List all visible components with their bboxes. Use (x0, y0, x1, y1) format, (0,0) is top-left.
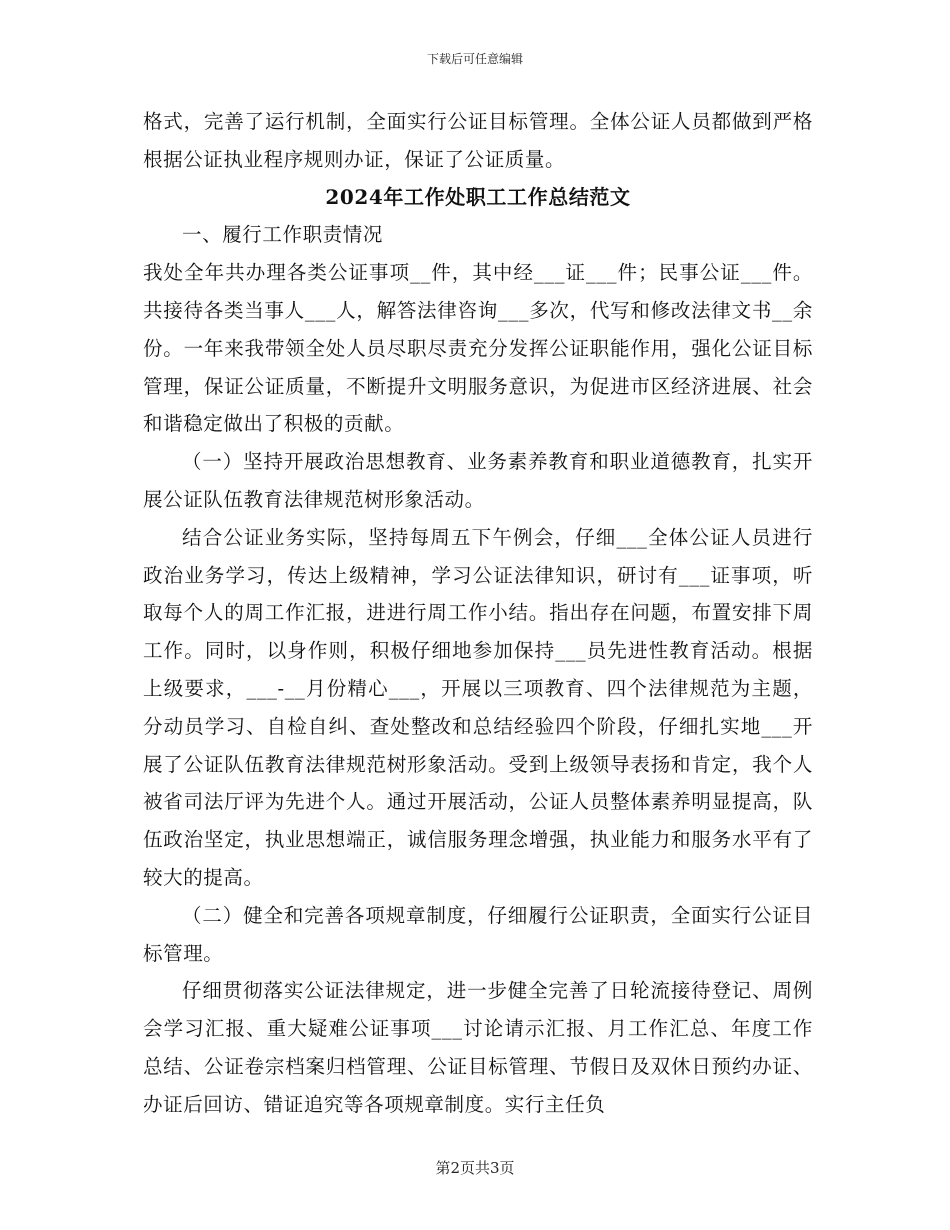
subsection-heading-1: （一）坚持开展政治思想教育、业务素养教育和职业道德教育，扎实开展公证队伍教育法律规范树形象活动。 (143, 450, 813, 511)
paragraph-education: 结合公证业务实际，坚持每周五下午例会，仔细___全体公证人员进行政治业务学习，传达上级精神，学习公证法律知识，研讨有___证事项，听取每个人的周工作汇报，进进行周工作小结。指出存在问题，布置安排下周工作。同时，以身作则，积极仔细地参加保持___员先进性教育活动。根据上级要求，___-__月份精心___，开展以三项教育、四个法律规范为主题，分动员学习、自检自纠、查处整改和总结经验四个阶段，仔细扎实地___开展了公证队伍教育法律规范树形象活动。受到上级领导表扬和肯定，我个人被省司法厅评为先进个人。通过开展活动，公证人员整体素养明显提高，队伍政治坚定，执业思想端正，诚信服务理念增强，执业能力和服务水平有了较大的提高。 (143, 525, 813, 889)
paragraph-regulations: 仔细贯彻落实公证法律规定，进一步健全完善了日轮流接待登记、周例会学习汇报、重大疑难公证事项___讨论请示汇报、月工作汇总、年度工作总结、公证卷宗档案归档管理、公证目标管理、节假日及双休日预约办证、办证后回访、错证追究等各项规章制度。实行主任负 (143, 979, 813, 1116)
page-number: 第2页共3页 (435, 1159, 515, 1177)
page-header-note: 下载后可任意编辑 (426, 52, 523, 66)
document-title: 2024年工作处职工工作总结范文 (325, 184, 631, 209)
section-heading-1: 一、履行工作职责情况 (182, 223, 384, 247)
document-body (143, 103, 813, 1124)
paragraph-statistics: 我处全年共办理各类公证事项__件，其中经___证___件；民事公证___件。共接待各类当事人___人，解答法律咨询___多次，代写和修改法律文书__余份。一年来我带领全处人员尽职尽责充分发挥公证职能作用，强化公证目标管理，保证公证质量，不断提升文明服务意识，为促进市区经济进展、社会和谐稳定做出了积极的贡献。 (143, 261, 813, 436)
subsection-heading-2: （二）健全和完善各项规章制度，仔细履行公证职责，全面实行公证目标管理。 (143, 903, 813, 965)
continuation-paragraph: 格式，完善了运行机制，全面实行公证目标管理。全体公证人员都做到严格根据公证执业程序规则办证，保证了公证质量。 (143, 110, 813, 171)
